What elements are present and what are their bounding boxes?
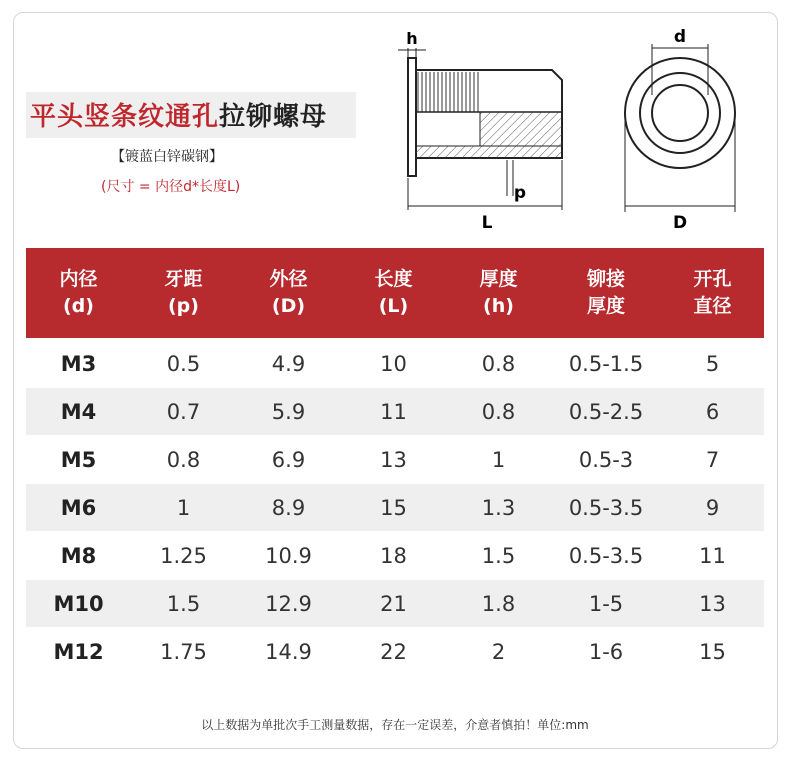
cell-grip-thickness: 0.5-3.5 [568, 543, 644, 568]
cell-size: M6 [60, 495, 97, 520]
cell-pitch: 0.5 [166, 351, 201, 376]
cell-outer-diameter: 6.9 [271, 447, 306, 472]
label-h: h [406, 29, 418, 48]
cell-pitch: 0.8 [166, 447, 201, 472]
table-row [26, 580, 764, 627]
cell-pitch: 0.7 [166, 399, 201, 424]
cell-hole-diameter: 5 [705, 351, 720, 376]
header-inner-diameter: 内径 (d) [59, 268, 98, 317]
cell-outer-diameter: 8.9 [271, 495, 306, 520]
cell-pitch: 1.25 [160, 543, 207, 568]
cell-outer-diameter: 12.9 [265, 591, 312, 616]
cell-hole-diameter: 13 [699, 591, 726, 616]
cell-grip-thickness: 1-6 [588, 639, 624, 664]
cell-outer-diameter: 14.9 [265, 639, 312, 664]
header-grip-thickness: 铆接 厚度 [586, 268, 625, 317]
cell-thickness: 1.8 [481, 591, 516, 616]
cell-length: 22 [380, 639, 407, 664]
cell-outer-diameter: 4.9 [271, 351, 306, 376]
cell-hole-diameter: 15 [699, 639, 726, 664]
cell-length: 15 [380, 495, 407, 520]
table-row [26, 484, 764, 531]
cell-grip-thickness: 0.5-3 [578, 447, 634, 472]
cell-thickness: 0.8 [481, 399, 516, 424]
cell-pitch: 1.75 [160, 639, 207, 664]
header-thickness: 厚度 (h) [479, 268, 518, 317]
label-D: D [672, 213, 688, 233]
cell-pitch: 1.5 [166, 591, 201, 616]
cell-thickness: 1.5 [481, 543, 516, 568]
cell-length: 11 [380, 399, 407, 424]
cell-grip-thickness: 1-5 [588, 591, 624, 616]
cell-length: 18 [380, 543, 407, 568]
cell-thickness: 2 [491, 639, 506, 664]
product-title-red: 平头竖条纹通孔 [30, 102, 220, 132]
cell-thickness: 1.3 [481, 495, 516, 520]
product-title-dark: 拉铆螺母 [219, 102, 328, 132]
label-L: L [481, 213, 493, 233]
cell-size: M12 [53, 639, 104, 664]
footer-disclaimer: 以上数据为单批次手工测量数据，存在一定误差，介意者慎拍！单位:mm [201, 718, 589, 732]
material-label: 【镀蓝白锌碳钢】 [111, 149, 223, 165]
label-p: p [513, 183, 527, 203]
cell-length: 10 [380, 351, 407, 376]
cell-thickness: 1 [491, 447, 506, 472]
label-d: d [673, 27, 687, 47]
header-length: 长度 (L) [374, 268, 413, 317]
cell-size: M8 [60, 543, 97, 568]
cell-hole-diameter: 9 [705, 495, 720, 520]
cell-size: M10 [53, 591, 104, 616]
cell-size: M5 [60, 447, 97, 472]
cell-outer-diameter: 5.9 [271, 399, 306, 424]
cell-pitch: 1 [176, 495, 191, 520]
table-row [26, 436, 764, 483]
rivet-nut-diagram [390, 18, 770, 238]
cell-grip-thickness: 0.5-1.5 [568, 351, 644, 376]
table-row [26, 388, 764, 435]
header-pitch: 牙距 (p) [164, 268, 203, 317]
cell-outer-diameter: 10.9 [265, 543, 312, 568]
table-row [26, 340, 764, 387]
cell-hole-diameter: 6 [705, 399, 720, 424]
cell-hole-diameter: 7 [705, 447, 720, 472]
cell-grip-thickness: 0.5-3.5 [568, 495, 644, 520]
table-row [26, 628, 764, 675]
cell-thickness: 0.8 [481, 351, 516, 376]
product-title [30, 96, 327, 133]
cell-size: M3 [60, 351, 97, 376]
cell-hole-diameter: 11 [699, 543, 726, 568]
cell-size: M4 [60, 399, 97, 424]
cell-length: 13 [380, 447, 407, 472]
dimension-note: (尺寸 = 内径d*长度L) [101, 179, 241, 195]
table-header [26, 248, 764, 338]
cell-grip-thickness: 0.5-2.5 [568, 399, 644, 424]
cell-length: 21 [380, 591, 407, 616]
table-row [26, 532, 764, 579]
header-hole-diameter: 开孔 直径 [693, 268, 732, 317]
header-outer-diameter: 外径 (D) [269, 268, 308, 317]
